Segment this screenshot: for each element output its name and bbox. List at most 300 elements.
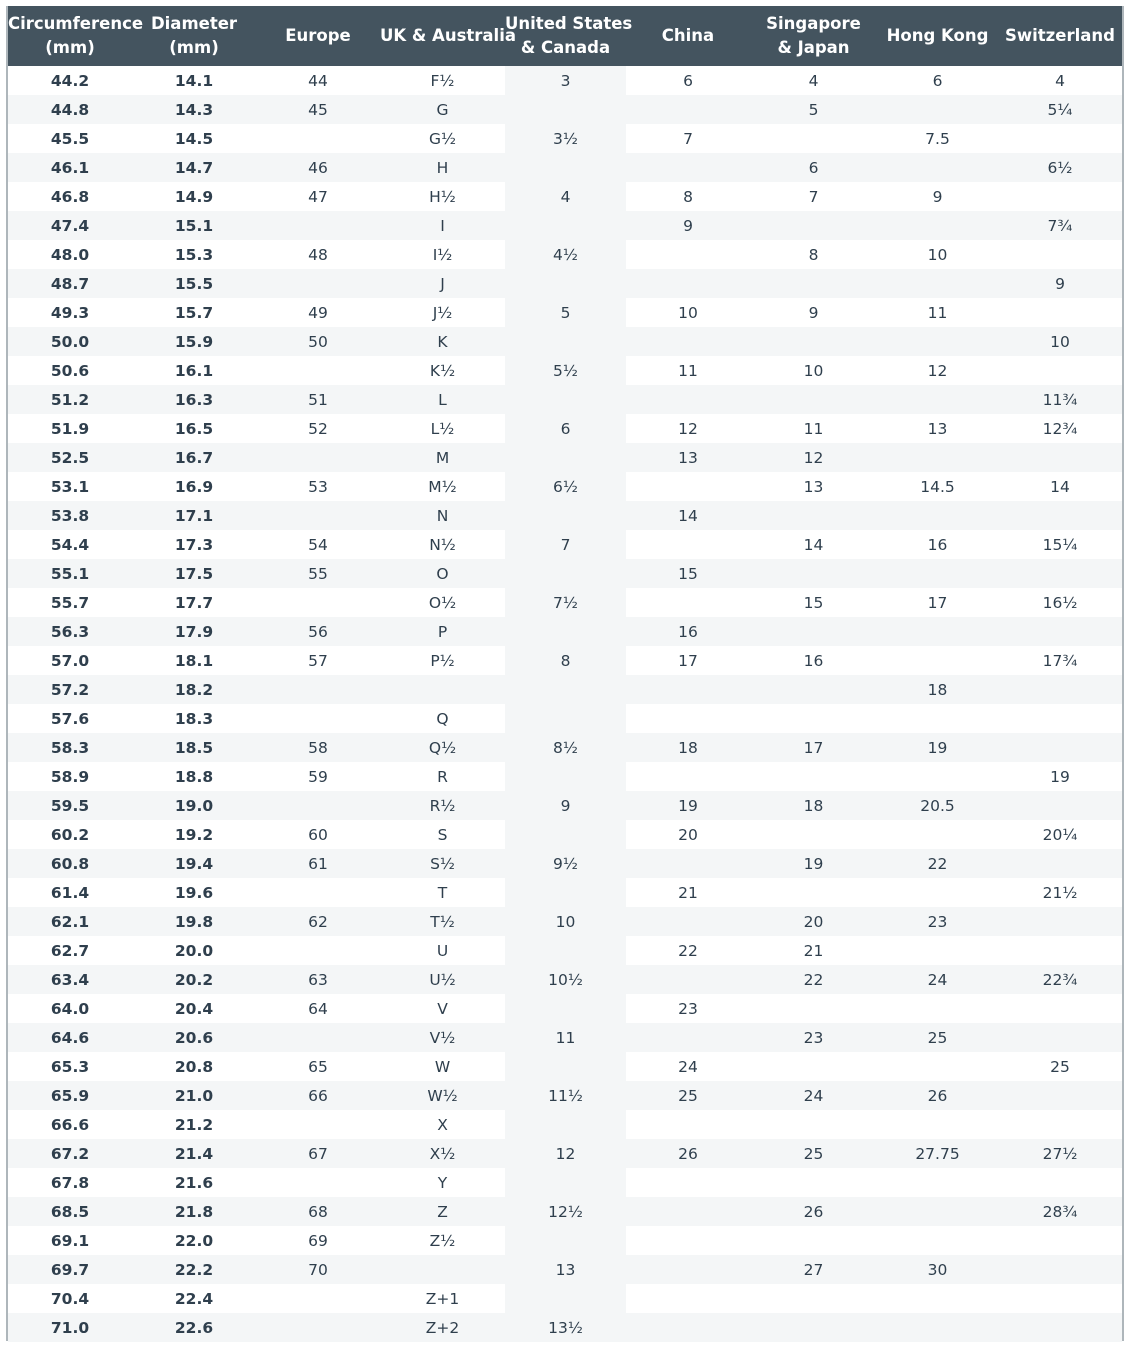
cell-hong-kong: 11: [927, 303, 948, 322]
cell-singapore-japan: [750, 675, 877, 704]
cell-europe: [256, 356, 380, 385]
cell-diameter: 20.6: [132, 1023, 256, 1052]
table-row: [8, 820, 1122, 849]
cell-europe: [256, 791, 380, 820]
cell-circumference: 46.1: [8, 153, 132, 182]
table-row: [8, 95, 1122, 124]
cell-diameter: 14.1: [174, 71, 214, 90]
header-line: (mm): [45, 38, 95, 57]
cell-diameter: 18.5: [132, 733, 256, 762]
cell-us-canada: 3½: [553, 129, 578, 148]
cell-europe: 65: [308, 1057, 328, 1076]
header-line: & Japan: [777, 38, 850, 57]
cell-china: 22: [678, 941, 698, 960]
cell-diameter: 22.4: [174, 1289, 214, 1308]
cell-china: 11: [678, 361, 698, 380]
header-line: Hong Kong: [886, 26, 989, 45]
cell-europe: 45: [256, 95, 380, 124]
cell-diameter: 16.7: [132, 443, 256, 472]
cell-uk-australia: I½: [432, 245, 453, 264]
header-china: [626, 6, 750, 66]
table-row: [8, 66, 1122, 95]
cell-us-canada: 8: [560, 651, 571, 670]
cell-diameter: 20.8: [174, 1057, 214, 1076]
cell-singapore-japan: 22: [750, 965, 877, 994]
cell-singapore-japan: [750, 704, 877, 733]
cell-singapore-japan: [750, 1168, 877, 1197]
cell-uk-australia: I: [380, 211, 505, 240]
cell-diameter: 15.3: [174, 245, 214, 264]
cell-us-canada: [505, 1284, 626, 1313]
cell-circumference: 65.3: [50, 1057, 90, 1076]
cell-uk-australia: Q½: [380, 733, 505, 762]
cell-singapore-japan: [750, 994, 877, 1023]
cell-diameter: 22.0: [174, 1231, 214, 1250]
cell-europe: [256, 704, 380, 733]
cell-uk-australia: L: [380, 385, 505, 414]
cell-circumference: 66.6: [50, 1115, 90, 1134]
cell-uk-australia: U½: [380, 965, 505, 994]
cell-singapore-japan: [750, 1052, 877, 1081]
table-row: [8, 907, 1122, 936]
cell-europe: 67: [256, 1139, 380, 1168]
cell-europe: 51: [256, 385, 380, 414]
cell-china: 13: [626, 443, 750, 472]
cell-diameter: 15.9: [132, 327, 256, 356]
cell-china: 18: [626, 733, 750, 762]
cell-switzerland: 21½: [1042, 883, 1078, 902]
cell-circumference: 50.0: [8, 327, 132, 356]
table-header-row: [8, 6, 1122, 66]
cell-singapore-japan: 19: [750, 849, 877, 878]
cell-hong-kong: 25: [877, 1023, 998, 1052]
cell-switzerland: 11¾: [998, 385, 1122, 414]
cell-circumference: 50.6: [50, 361, 90, 380]
cell-hong-kong: 17: [927, 593, 948, 612]
cell-circumference: 63.4: [8, 965, 132, 994]
cell-switzerland: 17¾: [1042, 651, 1078, 670]
cell-uk-australia: G: [380, 95, 505, 124]
cell-europe: 52: [308, 419, 328, 438]
table-row: [8, 704, 1122, 733]
cell-diameter: 15.1: [132, 211, 256, 240]
cell-china: 19: [626, 791, 750, 820]
cell-china: [626, 472, 750, 501]
table-row: [8, 1052, 1122, 1081]
cell-uk-australia: S: [437, 825, 448, 844]
cell-europe: [256, 588, 380, 617]
table-row: [8, 327, 1122, 356]
cell-singapore-japan: [750, 1226, 877, 1255]
cell-europe: [256, 443, 380, 472]
cell-us-canada: 3: [560, 71, 571, 90]
cell-diameter: 17.3: [174, 535, 214, 554]
cell-uk-australia: R½: [380, 791, 505, 820]
cell-circumference: 54.4: [50, 535, 90, 554]
cell-uk-australia: W½: [380, 1081, 505, 1110]
cell-hong-kong: 20.5: [877, 791, 998, 820]
cell-singapore-japan: [750, 559, 877, 588]
cell-china: 7: [683, 129, 693, 148]
cell-singapore-japan: [750, 327, 877, 356]
cell-singapore-japan: 24: [750, 1081, 877, 1110]
table-row: [8, 356, 1122, 385]
header-hong-kong: [877, 6, 998, 66]
cell-uk-australia: U: [436, 941, 449, 960]
cell-switzerland: [998, 1023, 1122, 1052]
cell-singapore-japan: 25: [750, 1139, 877, 1168]
cell-china: [626, 1284, 750, 1313]
cell-switzerland: 14: [1050, 477, 1070, 496]
table-row: [8, 1313, 1122, 1342]
cell-switzerland: [998, 443, 1122, 472]
cell-switzerland: [998, 240, 1122, 269]
cell-china: 9: [626, 211, 750, 240]
cell-uk-australia: Z+1: [425, 1289, 460, 1308]
cell-diameter: 15.5: [132, 269, 256, 298]
cell-china: 20: [678, 825, 698, 844]
table-row: [8, 1197, 1122, 1226]
cell-singapore-japan: 7: [808, 187, 819, 206]
cell-us-canada: [505, 704, 626, 733]
cell-uk-australia: P½: [430, 651, 455, 670]
header-europe: [256, 6, 380, 66]
cell-diameter: 17.5: [132, 559, 256, 588]
cell-diameter: 14.3: [132, 95, 256, 124]
cell-diameter: 19.2: [174, 825, 214, 844]
header-line: Circumference: [8, 14, 144, 33]
cell-singapore-japan: [750, 1110, 877, 1139]
cell-hong-kong: 22: [877, 849, 998, 878]
cell-circumference: 46.8: [50, 187, 90, 206]
cell-hong-kong: [877, 559, 998, 588]
header-line: Europe: [285, 26, 351, 45]
cell-china: [626, 95, 750, 124]
cell-us-canada: [505, 211, 626, 240]
cell-circumference: 47.4: [8, 211, 132, 240]
cell-switzerland: 16½: [1042, 593, 1078, 612]
cell-china: [626, 530, 750, 559]
cell-china: [626, 327, 750, 356]
cell-singapore-japan: 14: [803, 535, 824, 554]
table-row: [8, 530, 1122, 559]
table-row: [8, 1284, 1122, 1313]
cell-circumference: 71.0: [8, 1313, 132, 1342]
cell-us-canada: 7: [560, 535, 571, 554]
table-row: [8, 762, 1122, 791]
cell-us-canada: [505, 559, 626, 588]
table-body: [8, 66, 1122, 1342]
table-row: [8, 124, 1122, 153]
cell-china: [626, 1255, 750, 1284]
cell-uk-australia: M½: [428, 477, 457, 496]
cell-hong-kong: 18: [877, 675, 998, 704]
table-row: [8, 849, 1122, 878]
cell-us-canada: [505, 878, 626, 907]
table-row: [8, 501, 1122, 530]
cell-diameter: 15.7: [174, 303, 214, 322]
cell-singapore-japan: 17: [750, 733, 877, 762]
cell-switzerland: [998, 356, 1122, 385]
cell-europe: 66: [256, 1081, 380, 1110]
cell-us-canada: 4: [560, 187, 571, 206]
cell-singapore-japan: [750, 1313, 877, 1342]
cell-singapore-japan: 23: [750, 1023, 877, 1052]
cell-switzerland: [998, 617, 1122, 646]
cell-europe: [256, 1168, 380, 1197]
cell-circumference: 58.3: [8, 733, 132, 762]
cell-uk-australia: N½: [429, 535, 456, 554]
cell-circumference: 49.3: [50, 303, 90, 322]
table-row: [8, 153, 1122, 182]
cell-circumference: 48.7: [8, 269, 132, 298]
header-line: Singapore: [766, 14, 861, 33]
cell-hong-kong: [877, 994, 998, 1023]
cell-china: [626, 965, 750, 994]
cell-diameter: 21.2: [174, 1115, 214, 1134]
cell-hong-kong: [877, 95, 998, 124]
cell-uk-australia: Z+2: [380, 1313, 505, 1342]
cell-switzerland: [998, 1255, 1122, 1284]
cell-hong-kong: [877, 878, 998, 907]
table-row: [8, 733, 1122, 762]
cell-circumference: 53.8: [8, 501, 132, 530]
cell-hong-kong: 12: [927, 361, 948, 380]
cell-circumference: 69.7: [8, 1255, 132, 1284]
cell-circumference: 57.2: [8, 675, 132, 704]
cell-us-canada: [505, 327, 626, 356]
cell-uk-australia: J: [380, 269, 505, 298]
cell-us-canada: 9½: [505, 849, 626, 878]
cell-hong-kong: [877, 501, 998, 530]
table-row: [8, 385, 1122, 414]
cell-europe: 68: [256, 1197, 380, 1226]
cell-hong-kong: [877, 211, 998, 240]
cell-uk-australia: G½: [428, 129, 457, 148]
table-row: [8, 1081, 1122, 1110]
cell-uk-australia: X: [437, 1115, 448, 1134]
cell-europe: 53: [308, 477, 328, 496]
cell-circumference: 57.0: [50, 651, 90, 670]
table-row: [8, 269, 1122, 298]
cell-diameter: 22.6: [132, 1313, 256, 1342]
cell-china: [626, 675, 750, 704]
cell-uk-australia: R: [437, 767, 448, 786]
cell-uk-australia: H: [380, 153, 505, 182]
cell-diameter: 21.8: [132, 1197, 256, 1226]
cell-uk-australia: T½: [380, 907, 505, 936]
cell-us-canada: [505, 936, 626, 965]
cell-diameter: 14.9: [174, 187, 214, 206]
cell-switzerland: 4: [1055, 71, 1065, 90]
cell-uk-australia: O½: [428, 593, 457, 612]
table-row: [8, 675, 1122, 704]
cell-europe: [256, 936, 380, 965]
cell-singapore-japan: 4: [808, 71, 819, 90]
cell-singapore-japan: [750, 762, 877, 791]
cell-europe: [256, 1110, 380, 1139]
cell-hong-kong: [877, 936, 998, 965]
cell-hong-kong: [877, 1168, 998, 1197]
cell-circumference: 64.0: [50, 999, 90, 1018]
table-row: [8, 1110, 1122, 1139]
cell-switzerland: 20¼: [1042, 825, 1078, 844]
cell-diameter: 17.1: [132, 501, 256, 530]
cell-us-canada: 9: [505, 791, 626, 820]
cell-switzerland: [998, 675, 1122, 704]
cell-uk-australia: H½: [429, 187, 456, 206]
cell-hong-kong: [877, 1284, 998, 1313]
cell-switzerland: 27½: [998, 1139, 1122, 1168]
cell-switzerland: 9: [998, 269, 1122, 298]
cell-us-canada: 11: [505, 1023, 626, 1052]
table-row: [8, 1255, 1122, 1284]
cell-diameter: 16.3: [132, 385, 256, 414]
cell-diameter: 16.5: [174, 419, 214, 438]
cell-china: 14: [626, 501, 750, 530]
cell-us-canada: [505, 1052, 626, 1081]
cell-europe: 69: [308, 1231, 328, 1250]
table-row: [8, 559, 1122, 588]
cell-circumference: 60.8: [8, 849, 132, 878]
cell-diameter: 20.4: [174, 999, 214, 1018]
cell-switzerland: 10: [998, 327, 1122, 356]
cell-circumference: 56.3: [8, 617, 132, 646]
cell-singapore-japan: 6: [750, 153, 877, 182]
cell-china: [626, 1226, 750, 1255]
cell-europe: [256, 878, 380, 907]
cell-europe: 70: [256, 1255, 380, 1284]
cell-china: 26: [626, 1139, 750, 1168]
header-line: Diameter: [150, 14, 238, 33]
table-row: [8, 588, 1122, 617]
cell-singapore-japan: [750, 501, 877, 530]
table-row: [8, 240, 1122, 269]
cell-switzerland: [998, 994, 1122, 1023]
cell-hong-kong: 26: [877, 1081, 998, 1110]
cell-europe: 56: [256, 617, 380, 646]
cell-us-canada: [505, 501, 626, 530]
cell-uk-australia: L½: [430, 419, 455, 438]
cell-hong-kong: 13: [927, 419, 948, 438]
cell-china: [626, 153, 750, 182]
cell-china: 15: [626, 559, 750, 588]
cell-uk-australia: X½: [380, 1139, 505, 1168]
cell-hong-kong: [877, 327, 998, 356]
cell-europe: [256, 1313, 380, 1342]
cell-hong-kong: 30: [877, 1255, 998, 1284]
cell-uk-australia: S½: [380, 849, 505, 878]
cell-china: 21: [678, 883, 698, 902]
cell-china: 17: [678, 651, 698, 670]
cell-singapore-japan: [750, 878, 877, 907]
header-uk-australia: [380, 6, 517, 66]
cell-china: 23: [678, 999, 698, 1018]
cell-circumference: 61.4: [50, 883, 90, 902]
cell-china: [626, 240, 750, 269]
cell-diameter: 21.4: [132, 1139, 256, 1168]
cell-singapore-japan: 18: [750, 791, 877, 820]
table-row: [8, 211, 1122, 240]
cell-china: 16: [626, 617, 750, 646]
table-row: [8, 1226, 1122, 1255]
cell-circumference: 51.2: [8, 385, 132, 414]
cell-uk-australia: O: [380, 559, 505, 588]
cell-switzerland: [998, 733, 1122, 762]
cell-china: [626, 849, 750, 878]
cell-china: [626, 1197, 750, 1226]
cell-circumference: 68.5: [8, 1197, 132, 1226]
cell-uk-australia: T: [437, 883, 448, 902]
cell-circumference: 69.1: [50, 1231, 90, 1250]
table-row: [8, 646, 1122, 675]
cell-singapore-japan: 11: [803, 419, 824, 438]
cell-diameter: 18.1: [174, 651, 214, 670]
cell-europe: 62: [256, 907, 380, 936]
cell-uk-australia: [380, 1255, 505, 1284]
cell-singapore-japan: 21: [803, 941, 824, 960]
cell-hong-kong: [877, 1313, 998, 1342]
cell-china: [626, 1168, 750, 1197]
header-line: Switzerland: [1005, 26, 1115, 45]
cell-circumference: 60.2: [50, 825, 90, 844]
cell-us-canada: 13: [505, 1255, 626, 1284]
cell-circumference: 44.2: [50, 71, 90, 90]
cell-us-canada: 4½: [553, 245, 578, 264]
cell-europe: 55: [256, 559, 380, 588]
cell-switzerland: 25: [1050, 1057, 1070, 1076]
cell-switzerland: [998, 1081, 1122, 1110]
table-row: [8, 791, 1122, 820]
cell-hong-kong: 19: [877, 733, 998, 762]
cell-us-canada: 12½: [505, 1197, 626, 1226]
cell-china: [626, 1313, 750, 1342]
cell-us-canada: 10½: [505, 965, 626, 994]
cell-us-canada: [505, 820, 626, 849]
cell-us-canada: [505, 95, 626, 124]
cell-diameter: 20.0: [174, 941, 214, 960]
cell-switzerland: [998, 1284, 1122, 1313]
header-line: UK & Australia: [380, 26, 517, 45]
table-row: [8, 1168, 1122, 1197]
cell-singapore-japan: [750, 385, 877, 414]
cell-europe: 49: [308, 303, 328, 322]
cell-singapore-japan: [750, 1284, 877, 1313]
cell-us-canada: [505, 153, 626, 182]
cell-switzerland: [998, 936, 1122, 965]
table-row: [8, 1023, 1122, 1052]
cell-uk-australia: V½: [380, 1023, 505, 1052]
cell-us-canada: 5: [560, 303, 571, 322]
cell-singapore-japan: 13: [803, 477, 824, 496]
cell-us-canada: [505, 1168, 626, 1197]
cell-china: 24: [678, 1057, 698, 1076]
cell-switzerland: 7¾: [998, 211, 1122, 240]
cell-china: [626, 385, 750, 414]
header-switzerland: [998, 6, 1122, 66]
cell-uk-australia: [380, 675, 505, 704]
cell-europe: 59: [308, 767, 328, 786]
cell-hong-kong: [877, 443, 998, 472]
cell-circumference: 45.5: [50, 129, 90, 148]
cell-us-canada: 6½: [553, 477, 578, 496]
cell-europe: [256, 269, 380, 298]
cell-hong-kong: [877, 269, 998, 298]
cell-singapore-japan: 16: [803, 651, 824, 670]
cell-hong-kong: 9: [932, 187, 943, 206]
cell-circumference: 67.2: [8, 1139, 132, 1168]
cell-diameter: 18.2: [132, 675, 256, 704]
